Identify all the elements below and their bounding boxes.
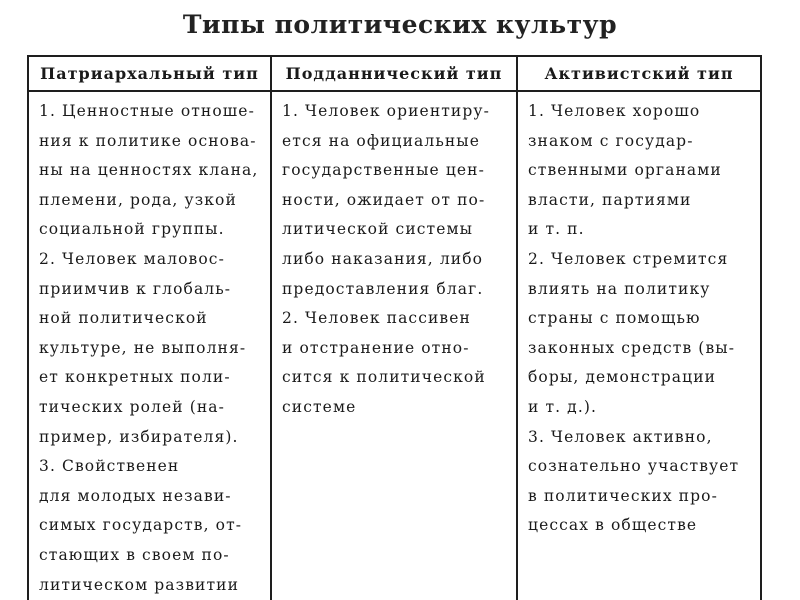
text-line: тических ролей (на-	[39, 397, 225, 416]
text-line: 2. Человек стремится	[528, 249, 729, 268]
table-body-row	[28, 91, 761, 600]
text-line: и т. п.	[528, 220, 585, 239]
text-line: либо наказания, либо	[282, 249, 484, 268]
text-line: 1. Человек хорошо	[528, 102, 701, 120]
patriarchal-text	[39, 97, 262, 600]
header-patriarchal: Патриархальный тип	[28, 56, 271, 91]
text-line: власти, партиями	[528, 190, 692, 209]
text-line: и т. д.).	[528, 397, 598, 416]
text-line: боры, демонстрации	[528, 368, 717, 387]
text-line: сознательно участвует	[528, 457, 740, 476]
text-line: ны на ценностях клана,	[39, 161, 259, 180]
text-line: пример, избирателя).	[39, 427, 239, 446]
text-line: знаком с государ-	[528, 131, 694, 150]
activist-text	[528, 97, 752, 541]
header-subject: Подданнический тип	[271, 56, 517, 91]
text-line: 3. Человек активно,	[528, 427, 713, 446]
text-line: влиять на политику	[528, 279, 711, 298]
text-line: ет конкретных поли-	[39, 368, 231, 387]
text-line: культуре, не выполня-	[39, 338, 247, 357]
text-line: цессах в обществе	[528, 516, 698, 535]
text-line: социальной группы.	[39, 220, 225, 239]
text-line: сится к политической	[282, 368, 486, 387]
text-line: страны с помощью	[528, 309, 701, 328]
text-line: ния к политике основа-	[39, 131, 257, 150]
text-line: государственные цен-	[282, 161, 485, 180]
text-line: литическом развитии	[39, 575, 239, 594]
document-title: Типы политических культур	[182, 10, 618, 39]
text-line: 1. Ценностные отноше-	[39, 102, 255, 120]
political-cultures-table	[27, 55, 762, 600]
text-line: для молодых незави-	[39, 486, 232, 505]
header-activist: Активистский тип	[517, 56, 761, 91]
cell-patriarchal	[28, 91, 271, 600]
text-line: предоставления благ.	[282, 279, 484, 298]
cell-subject	[271, 91, 517, 600]
table-header-row	[28, 56, 761, 91]
cell-activist	[517, 91, 761, 600]
subject-text	[282, 97, 508, 423]
text-line: литической системы	[282, 220, 474, 239]
text-line: 1. Человек ориентиру-	[282, 102, 490, 120]
text-line: 2. Человек пассивен	[282, 309, 471, 328]
text-line: 2. Человек маловос-	[39, 249, 225, 268]
text-line: в политических про-	[528, 486, 718, 505]
text-line: племени, рода, узкой	[39, 190, 237, 209]
text-line: и отстранение отно-	[282, 338, 470, 357]
text-line: ственными органами	[528, 161, 722, 180]
text-line: ется на официальные	[282, 131, 480, 150]
text-line: системе	[282, 397, 357, 416]
text-line: законных средств (вы-	[528, 338, 736, 357]
text-line: ной политической	[39, 309, 208, 328]
text-line: 3. Свойственен	[39, 457, 180, 476]
text-line: ности, ожидает от по-	[282, 190, 486, 209]
text-line: симых государств, от-	[39, 516, 243, 535]
text-line: приимчив к глобаль-	[39, 279, 232, 298]
text-line: стающих в своем по-	[39, 545, 230, 564]
